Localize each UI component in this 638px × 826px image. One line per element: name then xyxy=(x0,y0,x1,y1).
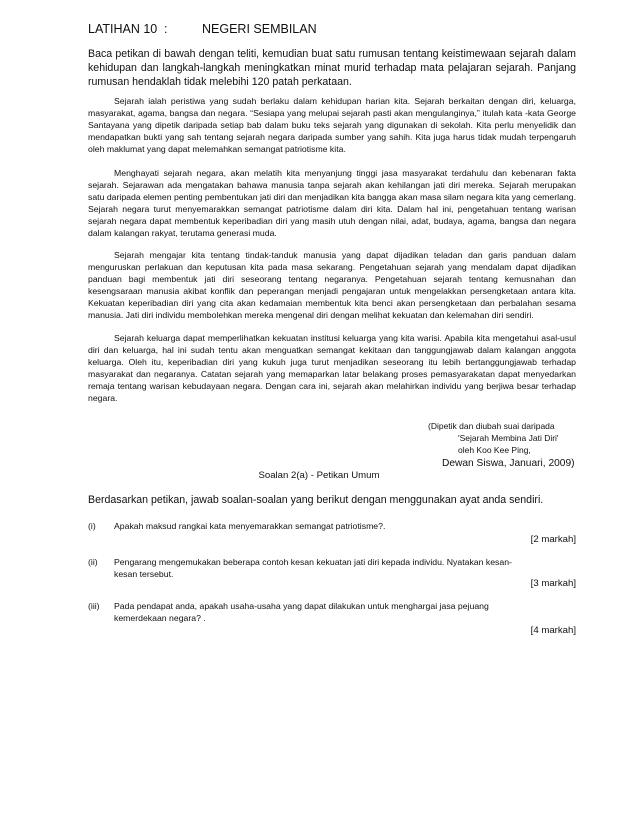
question-number: (ii) xyxy=(88,557,98,567)
question-number: (i) xyxy=(88,521,96,531)
passage-paragraph-4 xyxy=(88,333,576,404)
state-name: NEGERI SEMBILAN xyxy=(202,22,317,36)
question-text: Apakah maksud rangkai kata menyemarakkan semangat patriotisme?. xyxy=(114,521,386,531)
citation-line-4: Dewan Siswa, Januari, 2009) xyxy=(442,458,575,469)
question-marks: [2 markah] xyxy=(530,534,576,545)
question-marks: [4 markah] xyxy=(530,625,576,636)
citation-line-2: 'Sejarah Membina Jati Diri' xyxy=(458,433,559,443)
citation-line-3: oleh Koo Kee Ping, xyxy=(458,445,531,455)
question-text: Pada pendapat anda, apakah usaha-usaha yang dapat dilakukan untuk menghargai jasa pejuang kemerdekaan negara? . xyxy=(114,601,489,624)
header-colon: : xyxy=(164,22,168,36)
questions-intro: Berdasarkan petikan, jawab soalan-soalan yang berikut dengan menggunakan ayat anda sendiri. xyxy=(88,494,544,506)
passage-paragraph-text: Sejarah mengajar kita tentang tindak-tanduk manusia yang dapat dijadikan teladan dan garis panduan dalam menguruskan perlakuan dan keputusan kita pada masa sekarang. Pengetahuan sejarah yang mendalam dapat dijadikan panduan bagi membentuk jati diri seseorang tentang negaranya. Pengetahuan sejarah tentang kemusnahan dan kesengsaraan manusia akibat konflik dan peperangan menjadi pengajaran untuk mengelakkan persengketaan antara kita. Kekuatan keperibadian diri yang cita akan kedamaian membentuk kita benci akan persengketaan dan perbalahan sesama manusia. Jati diri individu membolehkan mereka mengenal diri dengan melihat kekuatan dan kelemahan diri sendiri. xyxy=(88,250,576,320)
passage-paragraph-text: Menghayati sejarah negara, akan melatih kita menyanjung tinggi jasa masyarakat terdahulu dan kebenaran fakta sejarah. Sejarawan ada mengatakan bahawa manusia tanpa sejarah akan kehilangan jati diri mereka. Sejarah merupakan satu daripada elemen penting pembentukan jati diri dan menjadikan kita bangga akan masa silam negara kita yang cemerlang. Sejarah negara turut menyemarakkan semangat patriotisme dalam diri kita. Dalam hal ini, pengetahuan tentang warisan sejarah negara dapat membentuk keperibadian diri yang masih utuh dengan nilai, adat, budaya, agama, bangsa dan negara dalam kalangan rakyat, terutama generasi muda. xyxy=(88,168,576,238)
instruction-text: Baca petikan di bawah dengan teliti, kemudian buat satu rumusan tentang keistimewaan sejarah dalam kehidupan dan langkah-langkah meningkatkan minat murid terhadap mata pelajaran sejarah. Panjang rumusan hendaklah tidak melebihi 120 patah perkataan. xyxy=(88,48,576,89)
passage-paragraph-1 xyxy=(88,96,576,156)
section-title: Soalan 2(a) - Petikan Umum xyxy=(258,470,380,481)
source-citation xyxy=(420,420,575,470)
question-2 xyxy=(88,556,576,590)
passage-paragraph-text: Sejarah keluarga dapat memperlihatkan kekuatan institusi keluarga yang kita warisi. Apabila kita mengetahui asal-usul diri dan keluarga, hal ini sudah tentu akan menguatkan semangat kekitaan dan tanggungjawab dalam kalangan anggota keluarga. Oleh itu, keperibadian diri yang kukuh juga turut menjadikan seseorang itu lebih bertanggungjawab terhadap masyarakat dan negaranya. Catatan sejarah yang memaparkan latar belakang proses pemasyarakatan dapat menyedarkan remaja tentang warisan kebudayaan negara. Dengan cara ini, sejarah akan melahirkan individu yang berjiwa besar terhadap negara. xyxy=(88,333,576,403)
passage-paragraph-2 xyxy=(88,168,576,239)
question-number: (iii) xyxy=(88,601,100,611)
question-3 xyxy=(88,600,576,638)
passage-paragraph-3 xyxy=(88,250,576,321)
question-text: Pengarang mengemukakan beberapa contoh kesan kekuatan jati diri kepada individu. Nyatakan kesan-kesan tersebut. xyxy=(114,557,512,580)
passage-paragraph-text: Sejarah ialah peristiwa yang sudah berlaku dalam kehidupan harian kita. Sejarah berkaitan dengan diri, keluarga, masyarakat, agama, bangsa dan negara. “Sesiapa yang melupai sejarah pasti akan mengulanginya,” itulah kata -kata George Santayana yang dipetik daripada setiap bab dalam buku teks sejarah yang digunakan di sekolah. Kita perlu menyelidik dan mendapatkan bukti yang sah tentang sejarah negara daripada sumber yang sahih. Kita juga harus tidak mudah terpengaruh oleh maklumat yang dapat melemahkan semangat patriotisme kita. xyxy=(88,96,576,154)
question-1 xyxy=(88,520,576,550)
question-marks: [3 markah] xyxy=(530,578,576,589)
exercise-label: LATIHAN 10 xyxy=(88,22,158,36)
citation-line-1: (Dipetik dan diubah suai daripada xyxy=(428,421,555,431)
